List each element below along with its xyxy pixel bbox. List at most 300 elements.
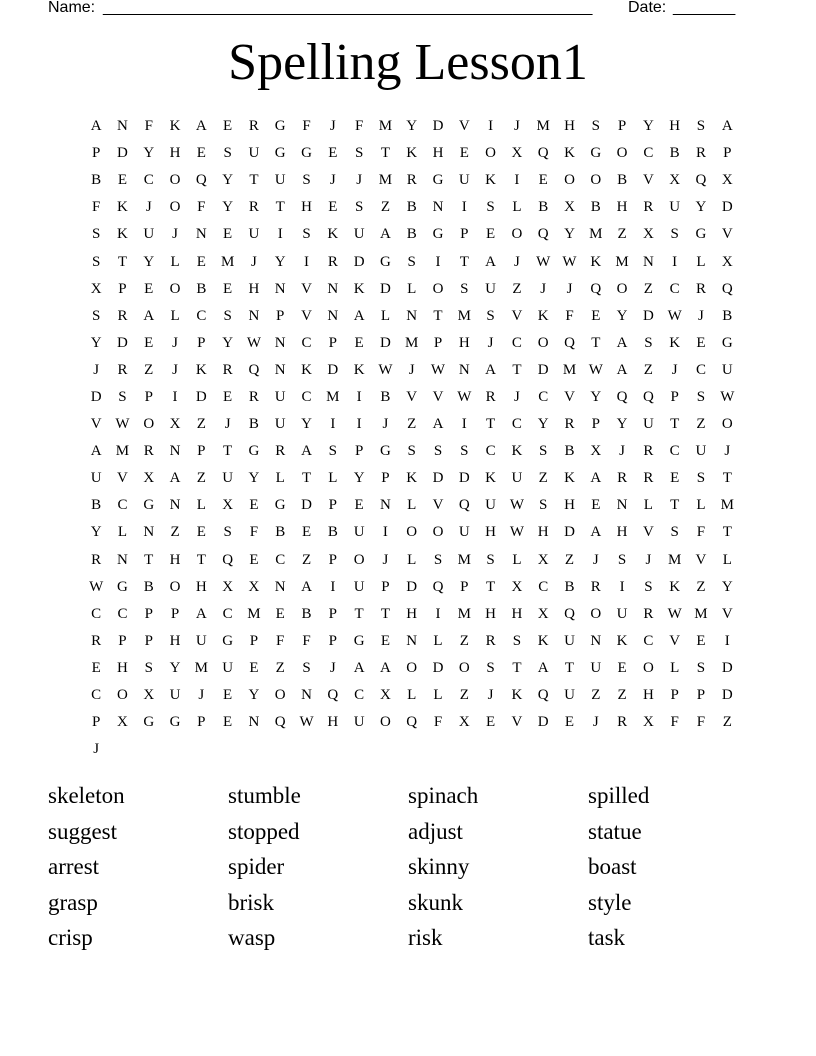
grid-letter: I: [461, 199, 467, 216]
grid-letter: O: [169, 578, 181, 595]
grid-letter: B: [380, 388, 391, 405]
grid-letter: J: [93, 741, 100, 758]
grid-letter: N: [117, 551, 128, 568]
grid-letter: R: [617, 470, 628, 487]
grid-letter: X: [222, 497, 234, 514]
grid-letter: D: [379, 334, 391, 351]
grid-letter: Z: [512, 280, 522, 297]
grid-letter: G: [379, 253, 391, 270]
grid-letter: Y: [564, 226, 575, 243]
grid-letter: P: [381, 470, 390, 487]
grid-letter: E: [144, 280, 154, 297]
grid-letter: U: [248, 145, 260, 162]
grid-letter: L: [696, 253, 706, 270]
grid-letter: L: [117, 524, 128, 541]
grid-letter: X: [537, 551, 549, 568]
grid-letter: X: [564, 199, 575, 216]
grid-letter: P: [91, 145, 101, 162]
grid-letter: Y: [143, 253, 155, 270]
grid-letter: D: [721, 659, 733, 676]
grid-letter: F: [354, 118, 364, 135]
grid-letter: J: [251, 253, 257, 270]
grid-letter: D: [642, 307, 654, 324]
grid-letter: S: [591, 118, 600, 135]
grid-letter: J: [592, 714, 599, 731]
grid-letter: E: [223, 280, 233, 297]
grid-letter: I: [435, 605, 441, 622]
grid-letter: Q: [695, 172, 707, 189]
grid-letter: T: [249, 172, 259, 189]
grid-letter: W: [509, 497, 524, 514]
grid-letter: H: [564, 497, 575, 514]
grid-letter: J: [671, 361, 678, 378]
grid-letter: G: [721, 334, 733, 351]
grid-letter: G: [222, 632, 234, 649]
grid-letter: J: [513, 253, 520, 270]
grid-letter: V: [406, 388, 418, 405]
grid-letter: C: [695, 361, 706, 378]
grid-letter: F: [144, 118, 153, 135]
grid-letter: D: [458, 470, 470, 487]
grid-letter: J: [540, 280, 547, 297]
grid-letter: E: [223, 226, 233, 243]
grid-letter: U: [721, 361, 733, 378]
grid-letter: A: [195, 118, 207, 135]
grid-letter: A: [301, 443, 312, 460]
grid-letter: U: [485, 497, 497, 514]
grid-letter: O: [590, 172, 602, 189]
grid-letter: B: [248, 416, 259, 433]
grid-letter: P: [723, 145, 732, 162]
grid-letter: B: [669, 145, 680, 162]
grid-letter: G: [590, 145, 602, 162]
grid-letter: U: [195, 632, 207, 649]
grid-letter: V: [721, 226, 733, 243]
grid-letter: W: [667, 307, 682, 324]
grid-letter: G: [432, 226, 444, 243]
grid-letter: G: [274, 145, 286, 162]
grid-letter: A: [143, 307, 155, 324]
grid-letter: M: [562, 361, 577, 378]
grid-letter: U: [564, 632, 575, 649]
grid-letter: Z: [275, 659, 285, 676]
grid-letter: W: [299, 714, 314, 731]
word-list-item: spinach: [408, 783, 479, 808]
grid-letter: Q: [537, 226, 549, 243]
grid-letter: S: [91, 307, 101, 324]
grid-letter: C: [91, 687, 102, 704]
grid-letter: C: [117, 605, 128, 622]
grid-letter: R: [91, 632, 102, 649]
grid-letter: E: [617, 659, 627, 676]
grid-letter: Y: [169, 659, 181, 676]
grid-letter: L: [328, 470, 338, 487]
grid-letter: V: [117, 470, 128, 487]
grid-letter: X: [642, 226, 654, 243]
grid-letter: U: [695, 443, 707, 460]
grid-letter: S: [223, 307, 232, 324]
grid-letter: V: [721, 605, 733, 622]
grid-letter: D: [353, 253, 365, 270]
grid-letter: P: [381, 578, 390, 595]
grid-letter: W: [457, 388, 472, 405]
grid-letter: P: [460, 578, 469, 595]
grid-letter: E: [249, 497, 259, 514]
grid-letter: Z: [407, 416, 417, 433]
grid-letter: H: [169, 632, 181, 649]
grid-letter: A: [616, 334, 628, 351]
grid-letter: K: [301, 361, 312, 378]
grid-letter: S: [539, 497, 548, 514]
grid-letter: O: [432, 280, 444, 297]
grid-letter: V: [669, 632, 681, 649]
word-list-item: grasp: [48, 889, 98, 915]
grid-letter: V: [511, 714, 523, 731]
grid-letter: E: [223, 388, 233, 405]
grid-letter: S: [223, 524, 232, 541]
grid-letter: T: [144, 551, 154, 568]
grid-letter: K: [406, 470, 418, 487]
grid-letter: S: [486, 659, 495, 676]
grid-letter: M: [694, 605, 708, 622]
grid-letter: T: [380, 605, 390, 622]
grid-letter: T: [486, 578, 496, 595]
grid-letter: H: [301, 199, 312, 216]
grid-letter: E: [354, 497, 364, 514]
grid-letter: T: [275, 199, 285, 216]
grid-letter: R: [617, 714, 628, 731]
word-list-item: stumble: [228, 783, 301, 808]
grid-letter: T: [486, 416, 496, 433]
grid-letter: E: [670, 470, 680, 487]
grid-letter: P: [617, 118, 627, 135]
grid-letter: E: [196, 253, 206, 270]
grid-letter: P: [328, 605, 337, 622]
worksheet-header: [48, 0, 748, 20]
grid-letter: G: [143, 714, 155, 731]
grid-letter: A: [379, 226, 391, 243]
grid-letter: U: [511, 470, 523, 487]
grid-letter: S: [696, 470, 706, 487]
grid-letter: D: [301, 497, 312, 514]
grid-letter: X: [537, 605, 549, 622]
grid-letter: H: [537, 524, 549, 541]
grid-letter: O: [721, 416, 733, 433]
grid-letter: B: [406, 199, 417, 216]
grid-letter: V: [642, 172, 654, 189]
grid-letter: Y: [721, 578, 733, 595]
grid-letter: Q: [537, 687, 549, 704]
grid-letter: Q: [590, 280, 602, 297]
grid-letter: K: [485, 470, 497, 487]
grid-letter: G: [143, 497, 155, 514]
grid-letter: V: [432, 388, 444, 405]
grid-letter: S: [539, 443, 548, 460]
grid-letter: U: [485, 280, 497, 297]
grid-letter: C: [117, 497, 128, 514]
grid-letter: F: [302, 632, 311, 649]
grid-letter: I: [330, 416, 336, 433]
grid-letter: T: [380, 145, 390, 162]
grid-letter: J: [513, 118, 520, 135]
grid-letter: M: [589, 226, 603, 243]
grid-letter: J: [487, 687, 494, 704]
grid-letter: E: [301, 524, 312, 541]
grid-letter: E: [223, 118, 233, 135]
grid-letter: S: [302, 226, 311, 243]
grid-letter: A: [485, 361, 497, 378]
grid-letter: R: [327, 253, 338, 270]
grid-letter: L: [433, 687, 443, 704]
word-list-item: wasp: [228, 925, 276, 951]
grid-letter: K: [537, 307, 549, 324]
grid-letter: C: [222, 605, 233, 622]
grid-letter: Q: [406, 714, 418, 731]
grid-letter: B: [617, 172, 628, 189]
grid-letter: L: [407, 551, 417, 568]
grid-letter: B: [590, 199, 601, 216]
grid-letter: K: [669, 578, 681, 595]
grid-letter: Y: [301, 416, 312, 433]
grid-letter: T: [433, 307, 443, 324]
grid-letter: J: [145, 199, 152, 216]
grid-letter: Z: [196, 470, 206, 487]
grid-letter: E: [223, 687, 233, 704]
grid-letter: M: [720, 497, 734, 514]
grid-letter: J: [329, 118, 336, 135]
grid-letter: I: [172, 388, 178, 405]
grid-letter: P: [197, 714, 206, 731]
word-list-item: adjust: [408, 818, 463, 844]
grid-letter: R: [643, 443, 654, 460]
grid-letter: B: [275, 524, 286, 541]
grid-letter: U: [248, 226, 260, 243]
grid-letter: Y: [590, 388, 602, 405]
grid-letter: V: [511, 307, 523, 324]
grid-letter: D: [195, 388, 207, 405]
grid-letter: R: [248, 118, 259, 135]
grid-letter: V: [301, 280, 312, 297]
grid-letter: S: [486, 307, 495, 324]
grid-letter: O: [379, 714, 391, 731]
grid-letter: R: [643, 605, 654, 622]
grid-letter: E: [328, 145, 338, 162]
grid-letter: R: [143, 443, 154, 460]
grid-letter: N: [274, 280, 286, 297]
grid-letter: D: [327, 361, 339, 378]
grid-letter: G: [301, 145, 312, 162]
grid-letter: G: [169, 714, 181, 731]
grid-letter: B: [406, 226, 417, 243]
grid-letter: M: [220, 253, 235, 270]
grid-letter: S: [302, 659, 311, 676]
grid-letter: S: [354, 145, 364, 162]
grid-letter: I: [277, 226, 283, 243]
name-label: Name:: [48, 0, 96, 16]
grid-letter: O: [537, 334, 549, 351]
grid-letter: O: [616, 145, 628, 162]
grid-letter: F: [565, 307, 574, 324]
grid-letter: E: [459, 145, 469, 162]
grid-letter: I: [330, 578, 336, 595]
word-list-item: skinny: [408, 854, 470, 880]
grid-letter: U: [222, 659, 234, 676]
grid-letter: W: [562, 253, 577, 270]
grid-letter: J: [329, 659, 336, 676]
grid-letter: E: [591, 307, 601, 324]
grid-letter: A: [353, 659, 365, 676]
grid-letter: K: [406, 145, 418, 162]
grid-letter: X: [511, 578, 523, 595]
grid-letter: Q: [222, 551, 234, 568]
date-label: Date:: [628, 0, 667, 16]
grid-letter: S: [354, 199, 364, 216]
grid-letter: B: [538, 199, 549, 216]
grid-letter: P: [144, 388, 153, 405]
grid-letter: Z: [722, 714, 732, 731]
word-list-item: skunk: [408, 889, 463, 915]
word-list-item: spider: [228, 854, 285, 880]
grid-letter: Y: [353, 470, 365, 487]
grid-letter: M: [194, 659, 208, 676]
grid-letter: A: [169, 470, 181, 487]
grid-letter: N: [406, 307, 418, 324]
grid-letter: N: [327, 307, 339, 324]
grid-letter: D: [379, 280, 391, 297]
grid-letter: D: [432, 659, 444, 676]
grid-letter: P: [696, 687, 706, 704]
grid-letter: O: [642, 659, 654, 676]
grid-letter: B: [564, 578, 575, 595]
grid-letter: J: [513, 388, 520, 405]
grid-letter: H: [458, 334, 470, 351]
grid-letter: F: [302, 118, 311, 135]
grid-letter: B: [327, 524, 338, 541]
grid-letter: P: [249, 632, 259, 649]
grid-letter: M: [457, 605, 471, 622]
word-list-item: stopped: [228, 818, 300, 844]
grid-letter: L: [670, 659, 680, 676]
grid-letter: S: [617, 551, 627, 568]
grid-letter: E: [144, 334, 154, 351]
grid-letter: N: [616, 497, 628, 514]
grid-letter: J: [172, 226, 178, 243]
grid-letter: A: [721, 118, 733, 135]
grid-letter: J: [592, 551, 599, 568]
grid-letter: C: [538, 388, 549, 405]
grid-letter: K: [327, 226, 339, 243]
grid-letter: H: [327, 714, 339, 731]
grid-letter: A: [195, 605, 207, 622]
grid-letter: L: [407, 497, 417, 514]
grid-letter: N: [274, 578, 286, 595]
grid-letter: J: [224, 416, 231, 433]
grid-letter: W: [89, 578, 104, 595]
grid-letter: C: [511, 416, 522, 433]
grid-letter: C: [275, 551, 286, 568]
grid-letter: D: [406, 578, 418, 595]
grid-letter: D: [537, 361, 549, 378]
grid-letter: V: [564, 388, 575, 405]
grid-letter: J: [382, 551, 389, 568]
grid-letter: V: [695, 551, 707, 568]
grid-letter: E: [538, 172, 548, 189]
grid-letter: J: [356, 172, 363, 189]
grid-letter: S: [407, 443, 416, 460]
grid-letter: A: [537, 659, 549, 676]
grid-letter: R: [590, 578, 601, 595]
grid-letter: C: [301, 334, 312, 351]
grid-letter: O: [169, 280, 181, 297]
grid-letter: X: [458, 714, 470, 731]
grid-letter: O: [169, 172, 181, 189]
grid-letter: O: [274, 687, 286, 704]
grid-letter: D: [721, 199, 733, 216]
grid-letter: S: [696, 659, 706, 676]
grid-letter: F: [197, 199, 206, 216]
grid-letter: N: [169, 443, 181, 460]
word-list-item: spilled: [588, 783, 650, 808]
grid-letter: M: [457, 551, 471, 568]
grid-letter: N: [117, 118, 128, 135]
grid-letter: C: [485, 443, 496, 460]
grid-letter: T: [670, 416, 680, 433]
grid-letter: U: [274, 388, 286, 405]
grid-letter: U: [353, 714, 365, 731]
grid-letter: H: [616, 199, 628, 216]
grid-letter: Z: [591, 687, 601, 704]
grid-letter: I: [356, 388, 362, 405]
grid-letter: R: [695, 145, 706, 162]
grid-letter: N: [379, 497, 391, 514]
grid-letter: S: [118, 388, 127, 405]
grid-letter: E: [91, 659, 101, 676]
grid-letter: E: [196, 145, 206, 162]
grid-letter: J: [382, 416, 389, 433]
grid-letter: X: [379, 687, 391, 704]
grid-letter: N: [642, 253, 654, 270]
grid-letter: S: [460, 280, 469, 297]
grid-letter: K: [511, 443, 523, 460]
grid-letter: M: [378, 118, 393, 135]
grid-letter: Z: [617, 687, 627, 704]
grid-letter: C: [354, 687, 365, 704]
grid-letter: E: [196, 524, 206, 541]
grid-letter: D: [117, 145, 128, 162]
grid-letter: Y: [695, 199, 707, 216]
grid-letter: N: [590, 632, 602, 649]
grid-letter: Z: [564, 551, 575, 568]
grid-letter: N: [327, 280, 339, 297]
grid-letter: T: [459, 253, 469, 270]
grid-letter: X: [143, 687, 155, 704]
grid-letter: P: [118, 280, 127, 297]
grid-letter: D: [432, 118, 444, 135]
grid-letter: G: [274, 118, 286, 135]
grid-letter: V: [642, 524, 654, 541]
grid-letter: H: [642, 687, 654, 704]
grid-letter: K: [669, 334, 681, 351]
grid-letter: U: [222, 470, 234, 487]
word-list-item: brisk: [228, 889, 274, 915]
grid-letter: S: [696, 118, 706, 135]
grid-letter: C: [643, 632, 654, 649]
grid-letter: Y: [537, 416, 549, 433]
grid-letter: G: [379, 443, 391, 460]
grid-letter: R: [485, 632, 496, 649]
grid-letter: Q: [564, 334, 575, 351]
grid-letter: I: [435, 253, 441, 270]
